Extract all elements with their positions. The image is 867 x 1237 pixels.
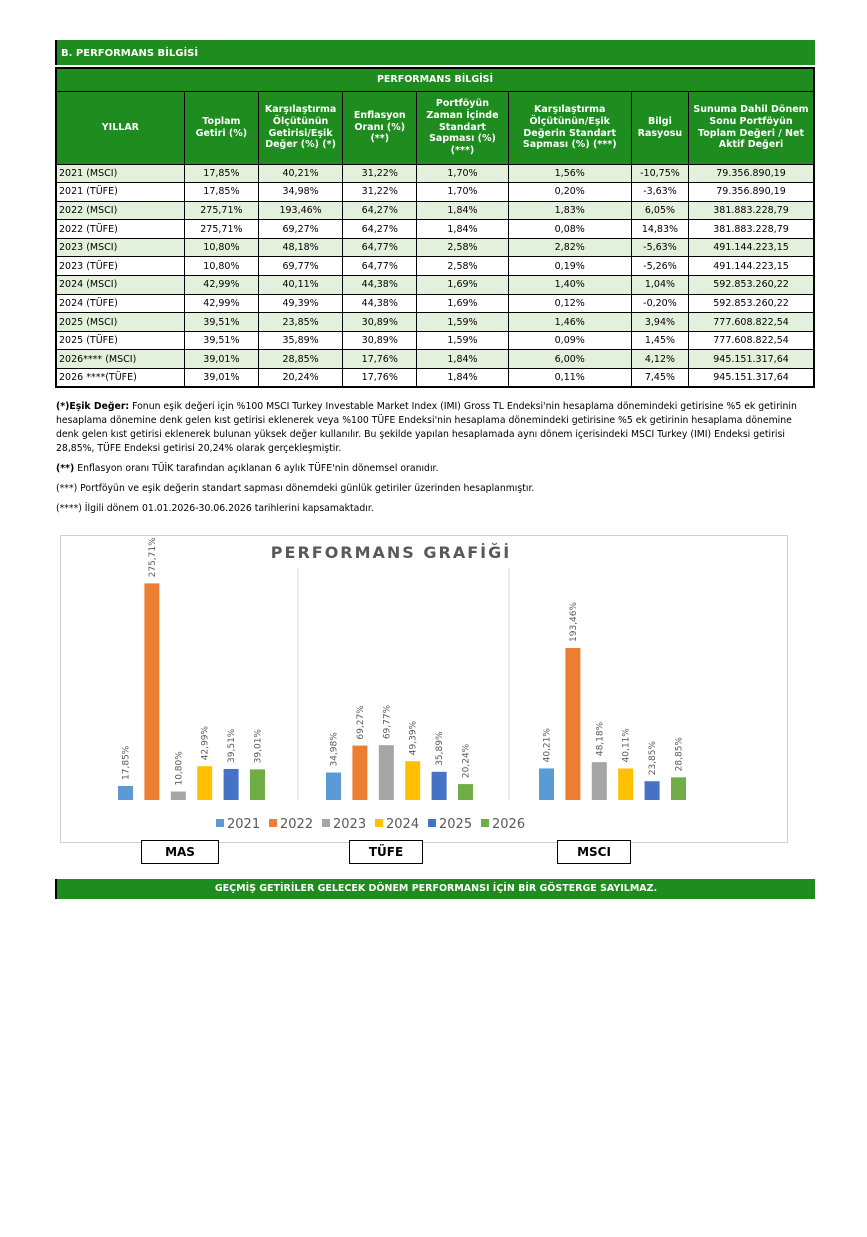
- legend-label: 2023: [333, 817, 367, 832]
- legend-swatch: [269, 819, 277, 827]
- cell-year: 2024 (MSCI): [56, 276, 184, 295]
- cell-portfoy-std: 1,69%: [417, 294, 508, 313]
- cell-enflasyon: 64,77%: [343, 257, 417, 276]
- note-std: (***) Portföyün ve eşik değerin standart sapması dönemdeki günlük getiriler üzerinden hesaplanmıştır.: [56, 483, 535, 494]
- chart-svg: [61, 536, 789, 844]
- header-bilgi-rasyosu: Bilgi Rasyosu: [631, 91, 688, 164]
- table-header-row: [56, 91, 814, 164]
- cell-esik-getiri: 49,39%: [258, 294, 342, 313]
- cell-esik-std: 0,08%: [508, 220, 631, 239]
- cell-esik-getiri: 35,89%: [258, 331, 342, 350]
- data-label: 69,77%: [382, 704, 393, 740]
- cell-portfoy-std: 1,84%: [417, 369, 508, 388]
- cell-esik-getiri: 48,18%: [258, 238, 342, 257]
- legend-label: 2025: [439, 817, 473, 832]
- table-title: PERFORMANS BİLGİSİ: [56, 68, 814, 91]
- bar-mas-2022: [144, 583, 159, 800]
- cell-year: 2026**** (MSCI): [56, 350, 184, 369]
- cell-portfoy-std: 1,69%: [417, 276, 508, 295]
- note-enflasyon: [56, 462, 816, 476]
- note-period: (****) İlgili dönem 01.01.2026-30.06.2026 tarihlerini kapsamaktadır.: [56, 503, 374, 514]
- cell-portfoy-std: 1,84%: [417, 220, 508, 239]
- cell-portfoy-deger: 777.608.822,54: [689, 313, 814, 332]
- cell-year: 2023 (TÜFE): [56, 257, 184, 276]
- data-label: 23,85%: [648, 740, 659, 776]
- cell-year: 2024 (TÜFE): [56, 294, 184, 313]
- note-esik: [56, 400, 816, 456]
- bar-tüfe-2026: [458, 784, 473, 800]
- table-row: [56, 350, 814, 369]
- footer-disclaimer: GEÇMİŞ GETİRİLER GELECEK DÖNEM PERFORMANSI İÇİN BİR GÖSTERGE SAYILMAZ.: [55, 879, 815, 899]
- cell-year: 2021 (TÜFE): [56, 183, 184, 202]
- cell-toplam-getiri: 39,01%: [184, 350, 258, 369]
- cell-portfoy-std: 1,84%: [417, 350, 508, 369]
- cell-esik-getiri: 40,21%: [258, 164, 342, 183]
- cell-esik-getiri: 193,46%: [258, 201, 342, 220]
- data-label: 35,89%: [435, 731, 446, 766]
- table-row: [56, 238, 814, 257]
- cell-year: 2021 (MSCI): [56, 164, 184, 183]
- cell-bilgi-rasyosu: 6,05%: [631, 201, 688, 220]
- cell-enflasyon: 31,22%: [343, 183, 417, 202]
- cell-toplam-getiri: 42,99%: [184, 294, 258, 313]
- cell-toplam-getiri: 39,51%: [184, 331, 258, 350]
- cell-portfoy-deger: 381.883.228,79: [689, 220, 814, 239]
- cell-toplam-getiri: 42,99%: [184, 276, 258, 295]
- cell-portfoy-deger: 79.356.890,19: [689, 164, 814, 183]
- header-esik-std: Karşılaştırma Ölçütünün/Eşik Değerin Standart Sapması (%) (***): [508, 91, 631, 164]
- data-label: 40,11%: [621, 728, 632, 763]
- header-enflasyon: Enflasyon Oranı (%) (**): [343, 91, 417, 164]
- legend-swatch: [322, 819, 330, 827]
- cell-esik-std: 1,40%: [508, 276, 631, 295]
- cell-esik-getiri: 23,85%: [258, 313, 342, 332]
- cell-enflasyon: 17,76%: [343, 350, 417, 369]
- bar-tüfe-2022: [352, 746, 367, 800]
- cell-enflasyon: 30,89%: [343, 313, 417, 332]
- cell-enflasyon: 44,38%: [343, 294, 417, 313]
- cell-esik-getiri: 20,24%: [258, 369, 342, 388]
- cell-toplam-getiri: 275,71%: [184, 201, 258, 220]
- table-row: [56, 294, 814, 313]
- cell-portfoy-deger: 592.853.260,22: [689, 276, 814, 295]
- cell-enflasyon: 64,27%: [343, 201, 417, 220]
- table-row: [56, 331, 814, 350]
- cell-bilgi-rasyosu: -3,63%: [631, 183, 688, 202]
- cell-toplam-getiri: 39,01%: [184, 369, 258, 388]
- cell-bilgi-rasyosu: 1,45%: [631, 331, 688, 350]
- cell-bilgi-rasyosu: -5,63%: [631, 238, 688, 257]
- cell-esik-std: 1,83%: [508, 201, 631, 220]
- table-row: [56, 183, 814, 202]
- cell-toplam-getiri: 10,80%: [184, 238, 258, 257]
- bar-mas-2023: [171, 792, 186, 800]
- header-portfoy-std: Portföyün Zaman İçinde Standart Sapması (%) (***): [417, 91, 508, 164]
- data-label: 42,99%: [200, 725, 211, 761]
- cell-portfoy-deger: 491.144.223,15: [689, 238, 814, 257]
- cell-esik-std: 0,11%: [508, 369, 631, 388]
- cell-esik-getiri: 28,85%: [258, 350, 342, 369]
- bar-tüfe-2021: [326, 773, 341, 800]
- cell-portfoy-deger: 491.144.223,15: [689, 257, 814, 276]
- note-enflasyon-text: Enflasyon oranı TÜİK tarafından açıklanan 6 aylık TÜFE'nin dönemsel oranıdır.: [74, 463, 439, 474]
- data-label: 28,85%: [674, 737, 685, 772]
- cell-bilgi-rasyosu: 14,83%: [631, 220, 688, 239]
- group-label-msci: MSCI: [557, 840, 631, 864]
- table-row: [56, 201, 814, 220]
- cell-enflasyon: 31,22%: [343, 164, 417, 183]
- cell-bilgi-rasyosu: -10,75%: [631, 164, 688, 183]
- cell-bilgi-rasyosu: 1,04%: [631, 276, 688, 295]
- cell-portfoy-std: 1,59%: [417, 313, 508, 332]
- cell-esik-getiri: 69,77%: [258, 257, 342, 276]
- cell-enflasyon: 64,77%: [343, 238, 417, 257]
- cell-toplam-getiri: 39,51%: [184, 313, 258, 332]
- cell-esik-std: 6,00%: [508, 350, 631, 369]
- legend-label: 2024: [386, 817, 420, 832]
- cell-esik-std: 1,46%: [508, 313, 631, 332]
- cell-portfoy-deger: 945.151.317,64: [689, 350, 814, 369]
- data-label: 34,98%: [329, 732, 340, 767]
- bar-mas-2021: [118, 786, 133, 800]
- bar-mas-2024: [197, 766, 212, 800]
- note-enflasyon-label: (**): [56, 463, 75, 474]
- legend-swatch: [375, 819, 383, 827]
- cell-esik-std: 0,19%: [508, 257, 631, 276]
- group-label-mas: MAS: [141, 840, 219, 864]
- cell-enflasyon: 17,76%: [343, 369, 417, 388]
- data-label: 39,01%: [253, 729, 264, 764]
- note-esik-label: (*)Eşik Değer:: [56, 401, 130, 412]
- data-label: 17,85%: [121, 745, 132, 780]
- cell-toplam-getiri: 17,85%: [184, 164, 258, 183]
- cell-portfoy-std: 1,84%: [417, 201, 508, 220]
- cell-enflasyon: 44,38%: [343, 276, 417, 295]
- section-title: B. PERFORMANS BİLGİSİ: [55, 40, 815, 65]
- table-row: [56, 276, 814, 295]
- data-label: 40,21%: [542, 728, 553, 763]
- notes: [56, 400, 816, 522]
- cell-portfoy-std: 1,70%: [417, 183, 508, 202]
- bar-msci-2024: [618, 768, 633, 800]
- performance-chart: [60, 535, 788, 843]
- cell-bilgi-rasyosu: 4,12%: [631, 350, 688, 369]
- legend-swatch: [216, 819, 224, 827]
- legend-label: 2021: [227, 817, 261, 832]
- cell-portfoy-std: 1,59%: [417, 331, 508, 350]
- bar-tüfe-2024: [405, 761, 420, 800]
- cell-esik-std: 0,09%: [508, 331, 631, 350]
- data-label: 49,39%: [408, 720, 419, 756]
- bar-msci-2022: [565, 648, 580, 800]
- cell-year: 2025 (TÜFE): [56, 331, 184, 350]
- data-label: 275,71%: [147, 537, 158, 578]
- cell-bilgi-rasyosu: 7,45%: [631, 369, 688, 388]
- cell-year: 2025 (MSCI): [56, 313, 184, 332]
- cell-portfoy-deger: 592.853.260,22: [689, 294, 814, 313]
- data-label: 69,27%: [355, 705, 366, 740]
- cell-bilgi-rasyosu: -0,20%: [631, 294, 688, 313]
- cell-portfoy-deger: 945.151.317,64: [689, 369, 814, 388]
- note-esik-text: Fonun eşik değeri için %100 MSCI Turkey Investable Market Index (IMI) Gross TL Endeksi'nin hesaplama dönemindeki getirisine %5 ek getirinin hesaplama dönemine denk gelen kıst getirisi eklenerek veya %100 TÜFE Endeksi'nin hesaplama dönemindeki getirisine %5 ek getirinin hesaplama dönemine denk gelen kıst getirisi eklenerek bulunan yüksek değer kullanılır. Bu şekilde yapılan hesaplamada aynı dönem içerisindeki MSCI Turkey (IMI) Endeksi getirisi 28,85%, TÜFE Endeksi getirisi 20,24% olarak gerçekleşmiştir.: [56, 401, 797, 454]
- performance-table: [55, 67, 815, 388]
- table-row: [56, 369, 814, 388]
- bar-tüfe-2025: [432, 772, 447, 800]
- cell-portfoy-deger: 79.356.890,19: [689, 183, 814, 202]
- cell-portfoy-std: 2,58%: [417, 238, 508, 257]
- cell-esik-std: 2,82%: [508, 238, 631, 257]
- cell-portfoy-std: 2,58%: [417, 257, 508, 276]
- cell-enflasyon: 30,89%: [343, 331, 417, 350]
- cell-esik-std: 0,20%: [508, 183, 631, 202]
- header-yillar: YILLAR: [56, 91, 184, 164]
- header-esik-getiri: Karşılaştırma Ölçütünün Getirisi/Eşik Değer (%) (*): [258, 91, 342, 164]
- cell-toplam-getiri: 10,80%: [184, 257, 258, 276]
- cell-esik-std: 0,12%: [508, 294, 631, 313]
- cell-toplam-getiri: 17,85%: [184, 183, 258, 202]
- table-row: [56, 164, 814, 183]
- group-label-tufe: TÜFE: [349, 840, 423, 864]
- table-row: [56, 313, 814, 332]
- data-label: 193,46%: [568, 601, 579, 642]
- legend-label: 2022: [280, 817, 314, 832]
- data-label: 48,18%: [595, 721, 606, 757]
- header-portfoy-deger: Sunuma Dahil Dönem Sonu Portföyün Toplam Değeri / Net Aktif Değeri: [689, 91, 814, 164]
- table-row: [56, 257, 814, 276]
- cell-portfoy-deger: 777.608.822,54: [689, 331, 814, 350]
- header-toplam-getiri: Toplam Getiri (%): [184, 91, 258, 164]
- cell-esik-getiri: 69,27%: [258, 220, 342, 239]
- bar-tüfe-2023: [379, 745, 394, 800]
- cell-portfoy-deger: 381.883.228,79: [689, 201, 814, 220]
- bar-msci-2025: [645, 781, 660, 800]
- legend-label: 2026: [492, 817, 526, 832]
- legend-swatch: [428, 819, 436, 827]
- bar-mas-2026: [250, 769, 265, 800]
- cell-portfoy-std: 1,70%: [417, 164, 508, 183]
- cell-year: 2022 (TÜFE): [56, 220, 184, 239]
- cell-bilgi-rasyosu: 3,94%: [631, 313, 688, 332]
- cell-esik-getiri: 40,11%: [258, 276, 342, 295]
- cell-year: 2022 (MSCI): [56, 201, 184, 220]
- bar-msci-2026: [671, 777, 686, 800]
- data-label: 10,80%: [174, 751, 185, 786]
- cell-year: 2026 ****(TÜFE): [56, 369, 184, 388]
- table-row: [56, 220, 814, 239]
- data-label: 39,51%: [227, 728, 238, 763]
- bar-msci-2023: [592, 762, 607, 800]
- cell-esik-std: 1,56%: [508, 164, 631, 183]
- chart-title: PERFORMANS GRAFİĞİ: [270, 543, 512, 562]
- data-label: 20,24%: [461, 743, 472, 779]
- cell-year: 2023 (MSCI): [56, 238, 184, 257]
- cell-esik-getiri: 34,98%: [258, 183, 342, 202]
- legend-swatch: [481, 819, 489, 827]
- bar-mas-2025: [224, 769, 239, 800]
- cell-toplam-getiri: 275,71%: [184, 220, 258, 239]
- bar-msci-2021: [539, 768, 554, 800]
- cell-enflasyon: 64,27%: [343, 220, 417, 239]
- cell-bilgi-rasyosu: -5,26%: [631, 257, 688, 276]
